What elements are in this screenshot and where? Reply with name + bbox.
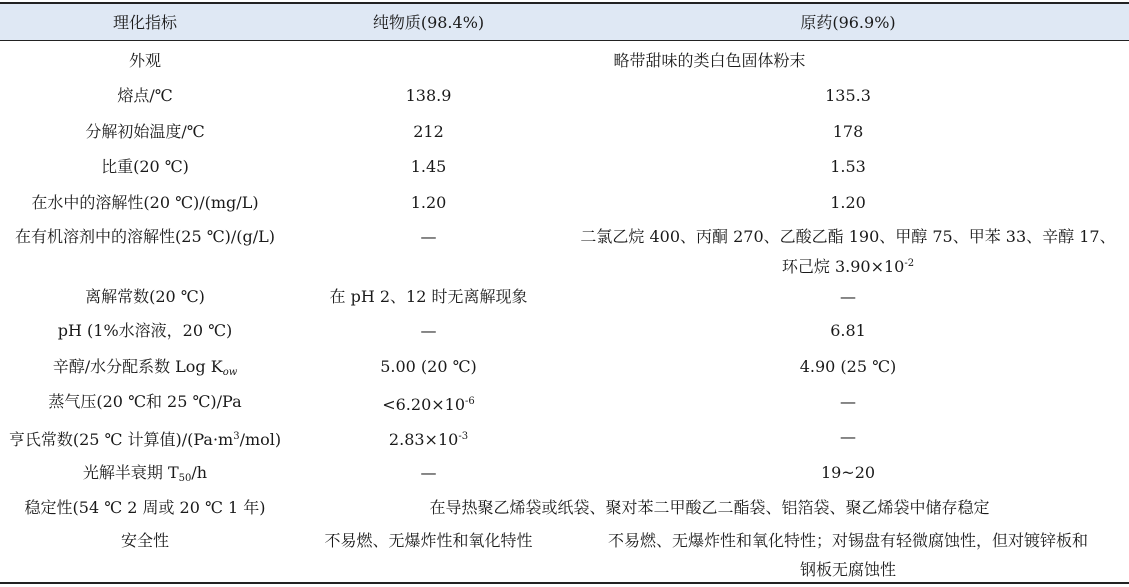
subscript: ow	[222, 367, 238, 378]
header-technical-material: 原药(96.9%)	[800, 13, 896, 32]
tech-value: —	[840, 287, 856, 306]
pure-value: —	[420, 227, 437, 246]
tech-value: 4.90 (25 ℃)	[799, 357, 897, 376]
pure-value-text: <6.20×10	[382, 395, 466, 414]
row-label-text: 光解半衰期 T	[82, 463, 179, 482]
exponent: -3	[458, 431, 469, 442]
pure-value: 212	[413, 122, 444, 141]
tech-value: —	[840, 427, 856, 446]
tech-value: 1.53	[830, 157, 866, 176]
pure-value: 不易燃、无爆炸性和氧化特性	[324, 531, 533, 550]
row-label: 在水中的溶解性(20 ℃)/(mg/L)	[31, 193, 259, 212]
row-label	[0, 350, 290, 390]
tech-value-line2	[567, 247, 1129, 284]
header-pure-substance: 纯物质(98.4%)	[372, 13, 485, 32]
row-label: 比重(20 ℃)	[101, 157, 189, 176]
row-label-text: 亨氏常数(25 ℃ 计算值)/(Pa·m	[8, 430, 234, 449]
row-label: 分解初始温度/℃	[85, 122, 205, 141]
row-label	[0, 420, 290, 457]
merged-value: 在导热聚乙烯袋或纸袋、聚对苯二甲酸乙二酯袋、铝箔袋、聚乙烯袋中储存稳定	[429, 498, 990, 517]
exponent: -2	[904, 258, 915, 269]
tech-value: 135.3	[825, 86, 871, 105]
pure-value: 5.00 (20 ℃)	[380, 357, 477, 376]
subscript: 50	[178, 473, 192, 484]
row-label	[0, 456, 290, 496]
tech-value: 1.20	[830, 193, 866, 212]
row-label-suffix: /mol)	[239, 430, 282, 449]
merged-value: 略带甜味的类白色固体粉末	[613, 51, 806, 70]
pure-value: 在 pH 2、12 时无离解现象	[329, 287, 528, 306]
tech-value: —	[840, 392, 856, 411]
exponent: -6	[465, 396, 475, 407]
tech-value: 178	[832, 122, 864, 141]
row-label: 稳定性(54 ℃ 2 周或 20 ℃ 1 年)	[24, 498, 266, 517]
row-label-text: 辛醇/水分配系数 Log K	[52, 357, 223, 376]
header-property: 理化指标	[112, 13, 177, 32]
pure-value-text: 2.83×10	[388, 430, 459, 449]
row-label: 外观	[128, 51, 161, 70]
row-label: 熔点/℃	[117, 86, 173, 105]
tech-value: 6.81	[830, 321, 866, 340]
pure-value: 1.20	[410, 193, 447, 212]
top-rule	[0, 2, 1129, 4]
superscript: 3	[233, 431, 240, 442]
tech-value-line2: 钢板无腐蚀性	[799, 560, 896, 579]
row-label: 离解常数(20 ℃)	[85, 287, 205, 306]
pure-value	[290, 420, 567, 457]
row-label: 蒸气压(20 ℃和 25 ℃)/Pa	[48, 392, 242, 411]
pure-value: —	[420, 463, 437, 482]
tech-value: 19~20	[820, 463, 876, 482]
pure-value: 138.9	[405, 86, 452, 105]
tech-value-line1: 二氯乙烷 400、丙酮 270、乙酸乙酯 190、甲醇 75、甲苯 33、辛醇 17、	[580, 227, 1116, 246]
pure-value	[290, 385, 567, 422]
row-label: pH (1%水溶液，20 ℃)	[57, 321, 233, 340]
row-label-suffix: /h	[191, 463, 208, 482]
row-label: 安全性	[120, 531, 169, 550]
row-label: 在有机溶剂中的溶解性(25 ℃)/(g/L)	[15, 227, 275, 246]
header-rule	[0, 40, 1129, 41]
tech-value-line1: 不易燃、无爆炸性和氧化特性；对锡盘有轻微腐蚀性，但对镀锌板和	[607, 531, 1088, 550]
pure-value: 1.45	[410, 157, 447, 176]
pure-value: —	[420, 321, 437, 340]
tech-value-line2-text: 环己烷 3.90×10	[781, 257, 905, 276]
